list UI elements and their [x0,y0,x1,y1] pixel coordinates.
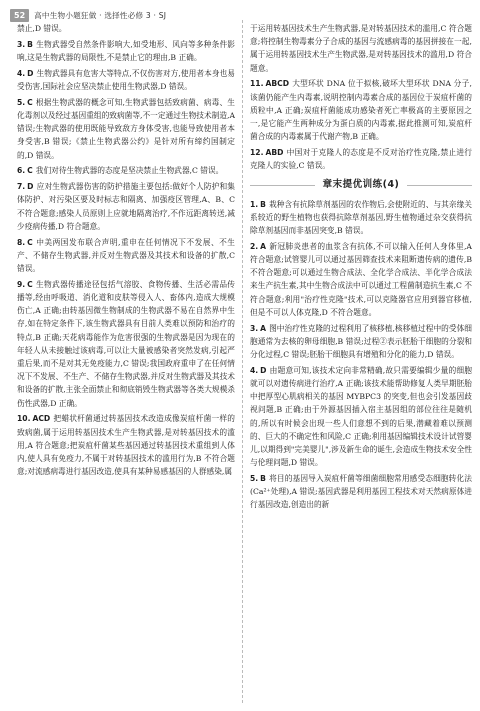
running-header [10,8,166,22]
answer-item [250,364,472,470]
answer-letter: D [260,365,267,375]
answer-letter: A [260,241,267,251]
explanation-text: 生物武器受自然条件影响大,如受地形、风向等多种条件影响,这是生物武器的局限性,不是禁止它的理由,B 正确。 [17,39,235,62]
heading-rule-left [250,185,315,186]
left-column [17,22,235,705]
answer-letter: C [27,166,33,176]
explanation-text: 根据生物武器的概念可知,生物武器包括致病菌、病毒、生化毒剂以及经过基因重组的致病菌等,不一定通过生物技术制造,A 错误;生物武器的使用既能导致敌方身体受害,也能导致使用者本身受害,B 错误;《禁止生物武器公约》是针对所有缔约国制定的,D 错误。 [17,97,235,160]
answer-letter: C [27,279,33,289]
question-number: 5. [250,474,259,484]
question-number: 12. [250,148,264,158]
explanation-text: 栽种含有抗除草剂基因的农作物后,会使附近的、与其亲缘关系较近的野生植物也获得抗除草剂基因,野生植物通过杂交获得抗除草剂基因而非基因突变,B 错误。 [250,199,472,236]
explanation-text: 我们对待生物武器的态度是坚决禁止生物武器,C 错误。 [35,166,224,176]
question-number: 1. [250,199,259,209]
explanation-text: 图中治疗性克隆的过程利用了核移植,核移植过程中的受体细胞通常为去核的卵母细胞,B 错误;过程②表示胚胎干细胞的分裂和分化过程,C 错误;胚胎干细胞具有增殖和分化的能力,D 错误。 [250,323,472,360]
question-number: 7. [17,182,26,192]
answer-letter: ABD [265,148,284,158]
heading-rule-right [407,185,472,186]
explanation-text: 将目的基因导入炭疽杆菌等细菌细胞常用感受态细胞转化法(Ca²⁺处理),A 错误;基因武器是利用基因工程技术对天然病原体进行基因改造,创造出的新 [250,474,472,510]
answers-continued [250,22,472,172]
answer-item [250,322,472,362]
answer-letter: A [260,323,267,333]
answer-item [17,67,235,93]
answer-letter: D [27,182,34,192]
answer-item [250,472,472,512]
answer-letter: B [260,199,266,209]
answer-item [250,77,472,143]
question-number: 3. [17,39,26,49]
answer-letter: B [260,474,266,484]
explanation-text: 由题意可知,该技术定向非常精确,故只需要编辑少量的细胞就可以对遗传病进行治疗,A 正确;该技术能帮助修复人类早期胚胎中把厚型心肌病相关的基因 MYBPC3 的突变,但也会引发基因歧视问题,B 正确;由于外源基因插入宿主基因组的部位往往是随机的,所以有时候会出现一些人们意想不到的后果,潜藏着难以预测的、巨大的不确定性和风险,C 正确;利用基因编辑技术设计试管婴儿,以期得到"完美婴儿",涉及新生命的诞生,会造成生物技术安全性与伦理问题,D 错误。 [250,365,472,468]
explanation-text: 于运用转基因技术生产生物武器,是对转基因技术的滥用,C 符合题意;将控制生物毒素分子合成的基因与流感病毒的基因拼接在一起,属于运用转基因技术生产生物武器,是对转基因技术的滥用,D 符合题意。 [250,24,472,73]
section-heading [250,178,472,191]
explanation-text: 禁止,D 错误。 [17,24,67,33]
answer-letter: ACD [32,414,51,424]
right-column [250,22,472,705]
answer-item [250,198,472,238]
explanation-text: 新冠肺炎患者的血浆含有抗体,不可以输入任何人身体里,A 符合题意;试管婴儿可以通过基因筛查技术来阻断遗传病的遗传,B 不符合题意;可以通过生物合成法、全化学合成法、半化学合成法来生产抗生素,其中生物合成法中可以通过工程菌制造抗生素,C 不符合题意;利用"治疗性克隆"技术,可以克隆器官应用到器官移植,但是不可以人体克隆,D 不符合题意。 [250,241,472,317]
answer-letter: ABCD [265,79,289,89]
answer-letter: D [27,68,34,78]
answer-item [17,412,235,478]
column-divider [242,20,243,703]
explanation-text: 中美两国发布联合声明,重申在任何情况下不发展、不生产、不储存生物武器,并反对生物武器及其技术和设备的扩散,C 错误。 [17,237,235,274]
question-number: 9. [17,279,26,289]
book-title: 高中生物小题狂做 · 选择性必修 3 · SJ [34,10,167,20]
question-number: 4. [250,365,259,375]
explanation-text: 生物武器传播途径包括气溶胶、食物传播、生活必需品传播等,经由呼吸道、消化道和皮肤等侵入人、畜体内,造成大规模伤亡,A 正确;由转基因微生物制成的生物武器不易在自然界中生存,如在特定条件下,该生物武器具有目前人类难以预防和治疗的特点,B 正确;天花病毒能作为危害很强的生物武器是因为现在的年轻人从未接触过该病毒,可以让大量被感染者突然发病,引起严重后果,而不是对其无免疫能力,C 错误;我国政府重申了在任何情况下不发展、不生产、不储存生物武器,并反对生物武器及其技术和设备的扩散,主张全面禁止和彻底销毁生物武器等各类大规模杀伤性武器,D 正确。 [17,279,235,408]
explanation-text: 应对生物武器伤害的防护措施主要包括:做好个人防护和集体防护、对污染区要及时标志和隔离、加强疫区管理,A、B、C 不符合题意;感染人员原则上应就地隔离治疗,不作远距离转送,减少疫病传播,D 符合题意。 [17,182,235,231]
answer-letter: C [27,237,33,247]
answer-item [17,96,235,162]
chapter-training-answers [250,198,472,512]
question-number: 8. [17,237,26,247]
question-number: 3. [250,323,259,333]
answer-item [250,240,472,319]
explanation-text: 把蜡状杆菌通过转基因技术改造成像炭疽杆菌一样的致病菌,属于运用转基因技术生产生物武器,是对转基因技术的滥用,A 符合题意;把炭疽杆菌某些基因通过转基因技术重组到人体内,使人具有免疫力,不属于对转基因技术的滥用行为,B 不符合题意;对流感病毒进行基因改造,使具有某种易感基因的人群感染,属 [17,414,235,477]
answer-item [17,164,235,177]
explanation-text: 中国对于克隆人的态度是不反对治疗性克隆,禁止进行克隆人的实验,C 错误。 [250,148,472,171]
section-title: 章末提优训练(4) [322,179,400,191]
page-number: 52 [10,9,29,22]
question-number: 11. [250,79,264,89]
question-number: 6. [17,166,26,176]
answer-letter: B [27,39,33,49]
question-number: 10. [17,414,31,424]
answer-letter: C [27,97,33,107]
answer-item [17,38,235,64]
answer-item [17,22,235,35]
answer-item [17,278,235,410]
explanation-text: 大型环状 DNA 位于拟核,破坏大型环状 DNA 分子,该菌仍能产生内毒素,说明控制内毒素合成的基因位于炭疽杆菌的质粒中,A 正确;炭疽杆菌能成功感染者死亡率极高的主要原因之一,是它能产生两种成分为蛋白质的内毒素,据此推测可知,炭疽杆菌合成的内毒素属于代谢产物,B 正确。 [250,79,472,142]
question-number: 4. [17,68,26,78]
question-number: 5. [17,97,26,107]
explanation-text: 生物武器具有危害大等特点,不仅伤害对方,使用者本身也易受伤害,国际社会应坚决禁止使用生物武器,D 错误。 [17,68,235,91]
answer-item [250,146,472,172]
answer-item [17,180,235,233]
answer-item [17,236,235,276]
answer-item [250,22,472,75]
question-number: 2. [250,241,259,251]
